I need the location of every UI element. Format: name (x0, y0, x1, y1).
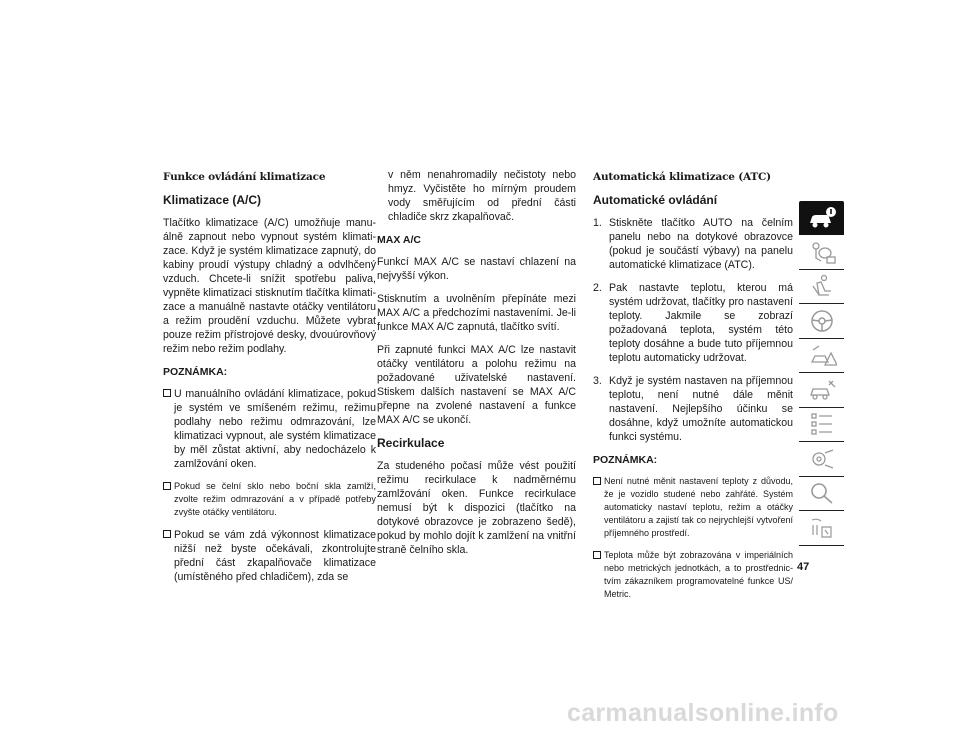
tab-steering[interactable] (799, 304, 844, 339)
seat-icon (807, 273, 837, 299)
note-item: Teplota může být zobrazována v imperiálních nebo metrických jednotkách, a to prostřednictvím zákazníkem programovatelné funkce US/ Metric. (593, 549, 793, 601)
tab-warning[interactable] (799, 339, 844, 374)
intro-paragraph: Tlačítko klimatizace (A/C) umožňuje manuálně zapnout nebo vypnout systém klimatizace. Když je systém klimatizace zapnutý, do kabiny proudí výstupy chladný a odvlhčený vzduch. Chcete-li snížit spotřebu paliva, vypněte klimatizaci stisknutím tlačítka klimatizace a manuálně nastavte otáčky ventilátoru a režim proudění vzduchu. Můžete vybrat pouze režim přístrojové desky, dvouúrovňový režim nebo režim podlahy. (163, 217, 376, 355)
tools-icon (807, 377, 837, 403)
checklist-icon (807, 411, 837, 437)
chapter-title: Automatická klimatizace (ATC) (593, 171, 771, 183)
middle-column (377, 168, 576, 566)
tab-car-info[interactable] (799, 201, 844, 235)
checkbox-icon (163, 482, 171, 490)
tab-checklist[interactable] (799, 408, 844, 443)
car-info-icon (807, 205, 837, 231)
chapter-tabs (799, 201, 844, 546)
note-item: Pokud se vám zdá výkonnost klimatizace nižší než byste očekávali, zkontrolujte přední část zkapalňovače klimatizace (umístěného před chladičem), zda se (163, 528, 376, 584)
left-column (163, 170, 376, 593)
max-ac-label: MAX A/C (377, 234, 421, 246)
checkbox-icon (593, 477, 601, 485)
step-item: 1. Stiskněte tlačítko AUTO na čelním panelu nebo na dotykové obrazovce (pokud je součástí výbavy) na panelu automatické klimatizace (ATC). (593, 217, 793, 271)
continuation-paragraph: v něm nenahromadily nečistoty nebo hmyz. Vyčistěte ho mírným proudem vody směřujícím od přední části chladiče skrz zkapalňovač. (388, 169, 576, 223)
recirculation-title: Recirkulace (377, 436, 445, 450)
note-label: POZNÁMKA: (593, 454, 658, 466)
step-list (593, 216, 793, 444)
note-item: Není nutné měnit nastavení teploty z důvodu, že je vozidlo studené nebo zahřáté. Systém automaticky nastaví teplotu, režim a otáčky ventilátoru a zajistí tak co nejrychlejší vytvoření příjemného prostředí. (593, 475, 793, 540)
chapter-title: Funkce ovládání klimatizace (163, 171, 326, 183)
steering-wheel-icon (807, 308, 837, 334)
checkbox-icon (593, 551, 601, 559)
tab-service[interactable] (799, 442, 844, 477)
tab-tools[interactable] (799, 373, 844, 408)
warning-triangle-icon (807, 342, 837, 368)
gear-service-icon (807, 446, 837, 472)
tab-airbag[interactable] (799, 235, 844, 270)
step-item: 3. Když je systém nastaven na příjemnou teplotu, není nutné dále měnit nastavení. Nejlepšího účinku se dosáhne, když umožníte automatickou funkci systému. (593, 375, 793, 443)
right-column (593, 170, 793, 610)
note-list (593, 475, 793, 601)
tab-seat[interactable] (799, 270, 844, 305)
max-ac-paragraph: Stisknutím a uvolněním přepínáte mezi MAX A/C a předchozími nastaveními. Je-li funkce MAX A/C zapnutá, tlačítko svítí. (377, 293, 576, 333)
tab-language[interactable] (799, 511, 844, 546)
max-ac-paragraph: Při zapnuté funkci MAX A/C lze nastavit otáčky ventilátoru a polohu režimu na požadované uživatelské nastavení. Stiskem dalších nastavení se MAX A/C přepne na zvolené nastavení a funkce MAX A/C se ukončí. (377, 344, 576, 426)
watermark: carmanualsonline.info (567, 699, 839, 727)
step-item: 2. Pak nastavte teplotu, kterou má systém udržovat, tlačítky pro nastavení teploty. Jakmile se zobrazí požadovaná teplota, systém této teploty dosáhne a bude tuto příjemnou teplotu automaticky udržovat. (593, 282, 793, 364)
note-item: U manuálního ovládání klimatizace, pokud je systém ve smíšeném režimu, režimu podlahy nebo režimu odmrazování, lze klimatizaci vypnout, ale systém klimatizace by měl zůstat aktivní, aby nedocházelo k zamlžování oken. (163, 387, 376, 471)
checkbox-icon (163, 389, 171, 397)
note-item: Pokud se čelní sklo nebo boční skla zamlží, zvolte režim odmrazování a v případě potřeby zvyšte otáčky ventilátoru. (163, 480, 376, 519)
note-list (163, 387, 376, 584)
recirculation-paragraph: Za studeného počasí může vést použití režimu recirkulace k nadměrnému zamlžování oken. Funkce recirkulace nemusí být k dispozici (tlačítko na dotykové obrazovce je zobrazeno šedě), pokud by mohlo dojít k zamlžení na vnitřní straně čelního skla. (377, 460, 576, 556)
language-icon (807, 515, 837, 541)
section-title: Automatické ovládání (593, 193, 718, 207)
section-title: Klimatizace (A/C) (163, 193, 262, 207)
max-ac-paragraph: Funkcí MAX A/C se nastaví chlazení na nejvyšší výkon. (377, 256, 576, 282)
airbag-icon (807, 239, 837, 265)
page-number: 47 (797, 561, 810, 573)
checkbox-icon (163, 530, 171, 538)
magnifier-icon (807, 480, 837, 506)
note-label: POZNÁMKA: (163, 366, 228, 378)
tab-index[interactable] (799, 477, 844, 512)
